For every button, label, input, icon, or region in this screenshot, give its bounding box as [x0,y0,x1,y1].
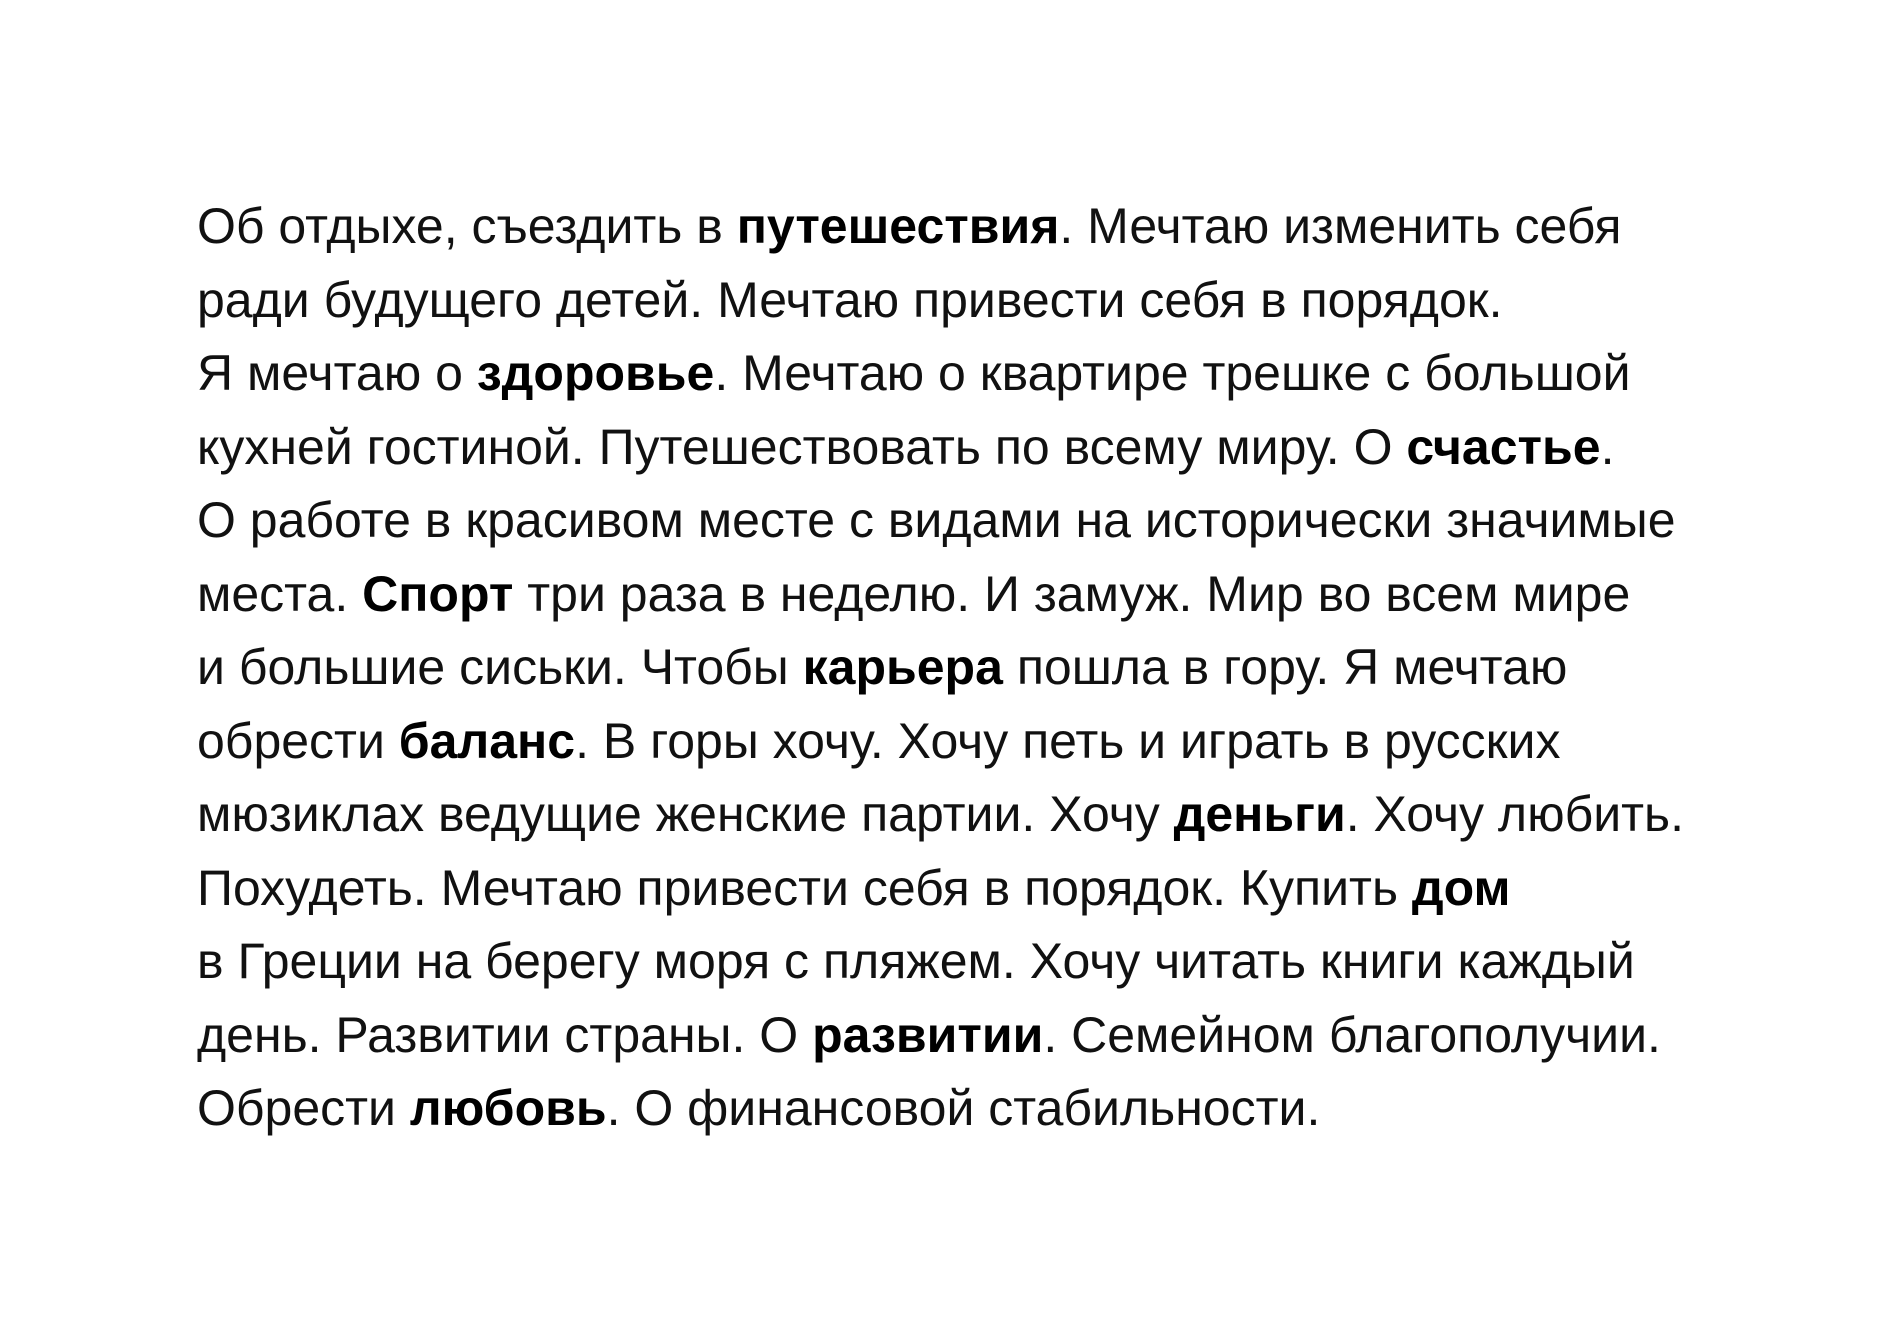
highlighted-keyword: любовь [409,1080,607,1136]
text-line [197,778,1757,852]
text-line [197,705,1757,779]
text-segment: день. Развитии страны. О [197,1006,813,1063]
text-segment: Об отдыхе, съездить в [197,198,737,254]
text-segment: . Семейном благополучии. [1043,1006,1661,1063]
highlighted-keyword: здоровье [476,345,715,401]
text-line [197,925,1757,999]
text-line [197,631,1757,705]
text-segment: . Хочу любить. [1345,786,1684,842]
text-segment: и большие сиськи. Чтобы [197,639,803,695]
text-line [197,337,1757,411]
text-segment: в Греции на берегу моря с пляжем. Хочу читать книги каждый [197,933,1635,989]
text-line [197,190,1757,264]
text-line [197,411,1757,485]
highlighted-keyword: дом [1411,859,1511,916]
text-segment: ради будущего детей. Мечтаю привести себя в порядок. [197,271,1503,328]
text-segment: . О финансовой стабильности. [606,1080,1321,1136]
text-segment: . [1600,418,1615,475]
text-segment: Я мечтаю о [197,345,477,401]
text-segment: кухней гостиной. Путешествовать по всему миру. О [197,418,1407,475]
text-line [197,484,1757,558]
text-segment: места. [197,565,363,622]
highlighted-keyword: развитии [812,1006,1044,1063]
text-segment: Похудеть. Мечтаю привести себя в порядок. Купить [197,859,1412,916]
highlighted-keyword: Спорт [362,565,514,622]
highlighted-keyword: баланс [398,712,576,769]
highlighted-keyword: путешествия [736,198,1060,254]
text-line [197,1072,1757,1146]
highlighted-keyword: счастье [1406,418,1601,475]
text-segment: Обрести [197,1080,410,1136]
highlighted-keyword: деньги [1173,786,1346,842]
text-segment: . В горы хочу. Хочу петь и играть в русских [575,712,1561,769]
dreams-text-block [197,190,1757,1146]
text-line [197,264,1757,338]
text-segment: О работе в красивом месте с видами на исторически значимые [197,492,1676,548]
text-line [197,852,1757,926]
text-segment: . Мечтаю изменить себя [1059,198,1622,254]
text-line [197,999,1757,1073]
text-line [197,558,1757,632]
text-segment: три раза в неделю. И замуж. Мир во всем мире [513,565,1631,622]
text-segment: . Мечтаю о квартире трешке с большой [714,345,1631,401]
text-segment: обрести [197,712,399,769]
text-segment: пошла в гору. Я мечтаю [1002,639,1568,695]
text-segment: мюзиклах ведущие женские партии. Хочу [197,786,1174,842]
highlighted-keyword: карьера [802,639,1003,695]
